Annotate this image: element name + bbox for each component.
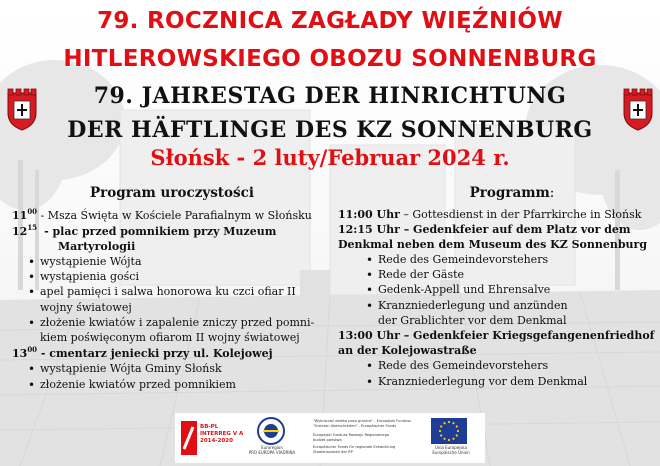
program-german-heading-colon: : (549, 185, 555, 201)
pl-list-monument (12, 254, 332, 345)
fund-line-2: "Grenzen überschreiten" - Europäischer Fonds (313, 423, 397, 428)
coat-of-arms-right-icon (621, 87, 655, 131)
pl-time-2-minutes: 15 (27, 222, 38, 232)
fund-line-3: Europejski Fundusz Rozwoju Regionalnego (313, 432, 390, 437)
title-line-3: 79. JAHRESTAG DER HINRICHTUNG (93, 83, 567, 109)
pl-time-2: 12 (12, 224, 28, 238)
de-item-1-text: – Gottesdienst in der Pfarrkirche in Słońsk (399, 207, 642, 221)
list-item: • złożenie kwiatów przed pomnikiem (26, 377, 332, 392)
de-item-mass (338, 207, 656, 222)
de-item-2-line-1: 12:15 Uhr – Gedenkfeier auf dem Platz vor dem (338, 222, 631, 236)
pl-time-1-minutes: 00 (27, 206, 38, 216)
pl-item-2-text: - plac przed pomnikiem przy Muzeum (44, 224, 277, 238)
euroregion-logo-icon (257, 417, 285, 445)
title-line-1: 79. ROCZNICA ZAGŁADY WIĘŹNIÓW (97, 8, 563, 34)
list-item: • Gedenk-Appell und Ehrensalve (364, 282, 656, 297)
fund-line-5: Europäischer Fonds für regionale Entwicklung (313, 445, 396, 450)
pl-time-3-minutes: 00 (27, 345, 38, 355)
de-time-1: 11:00 Uhr (338, 207, 400, 221)
interreg-label (200, 424, 243, 445)
fund-line-6: Staatshaushalt der RP (313, 450, 353, 455)
interreg-line-3: 2014-2020 (200, 438, 233, 445)
list-item: • Kranzniederlegung vor dem Denkmal (364, 374, 656, 389)
pl-time-1: 11 (12, 208, 28, 222)
list-item-cont: kiem poświęconym ofiarom II wojny światowej (40, 331, 300, 344)
eu-flag-icon (431, 418, 467, 444)
list-item-cont: wojny światowej (40, 300, 132, 314)
eu-line-2: Europäische Union (432, 449, 470, 455)
de-item-3-line-1: 13:00 Uhr – Gedenkfeier Kriegsgefangenenfriedhof (338, 329, 655, 342)
euroregion-line-1: Euroregion (261, 445, 283, 450)
list-item: • złożenie kwiatów i zapalenie zniczy przed pomni- (26, 315, 332, 330)
de-item-3-line-2: an der Kolejowastraße (338, 344, 477, 358)
list-item: • wystąpienie Wójta Gminy Słońsk (26, 361, 332, 376)
event-date: Słońsk - 2 luty/Februar 2024 r. (150, 145, 510, 170)
interreg-line-1: BB-PL (200, 424, 219, 430)
program-german-heading-text: Programm (469, 185, 550, 201)
list-item: • Kranzniederlegung und anzünden (364, 298, 656, 313)
coat-of-arms-left-icon (5, 87, 39, 131)
interreg-logo-icon (181, 421, 197, 455)
title-line-2: HITLEROWSKIEGO OBOZU SONNENBURG (63, 46, 597, 72)
list-item: • Rede der Gäste (364, 267, 656, 282)
de-item-2-line-2: Denkmal neben dem Museum des KZ Sonnenburg (338, 237, 648, 251)
list-item: • Rede des Gemeindevorstehers (364, 252, 656, 267)
title-line-4: DER HÄFTLINGE DES KZ SONNENBURG (67, 117, 593, 143)
euroregion-line-2: PRO EUROPA VIADRINA (248, 449, 296, 455)
list-item: • wystąpienia gości (26, 269, 332, 284)
pl-item-1-text: - Msza Święta w Kościele Parafialnym w Słońsku (37, 208, 312, 222)
pl-item-mass (12, 207, 332, 223)
pl-item-2-cont: Martyrologii (58, 239, 136, 253)
fund-line-4: budżet państwa (313, 437, 342, 442)
sponsor-logo-bar (175, 413, 485, 463)
program-german (338, 184, 656, 389)
program-german-heading (338, 184, 656, 203)
euroregion-label (241, 446, 303, 456)
program-polish (12, 184, 332, 392)
list-item: • Rede des Gemeindevorstehers (364, 358, 656, 373)
pl-time-3: 13 (12, 347, 28, 361)
de-list-monument (338, 252, 656, 328)
list-item-cont: der Grablichter vor dem Denkmal (378, 313, 567, 327)
pl-item-3-text: - cmentarz jeniecki przy ul. Kolejowej (37, 347, 273, 361)
pl-item-cemetery (12, 345, 332, 361)
fund-line-1: "Wykraczać daleko poza granice" - Europejski Fundusz (313, 419, 412, 423)
eu-label (427, 446, 475, 456)
list-item: • wystąpienie Wójta (26, 254, 332, 269)
de-list-cemetery (338, 358, 656, 388)
fund-text (313, 419, 431, 455)
pl-item-monument (12, 223, 332, 239)
program-polish-heading: Program uroczystości (89, 185, 254, 201)
interreg-line-2: INTERREG V A (200, 431, 244, 438)
pl-list-cemetery (12, 361, 332, 391)
eu-line-1: Unia Europejska (434, 445, 468, 450)
list-item: • apel pamięci i salwa honorowa ku czci ofiar II (26, 284, 332, 299)
